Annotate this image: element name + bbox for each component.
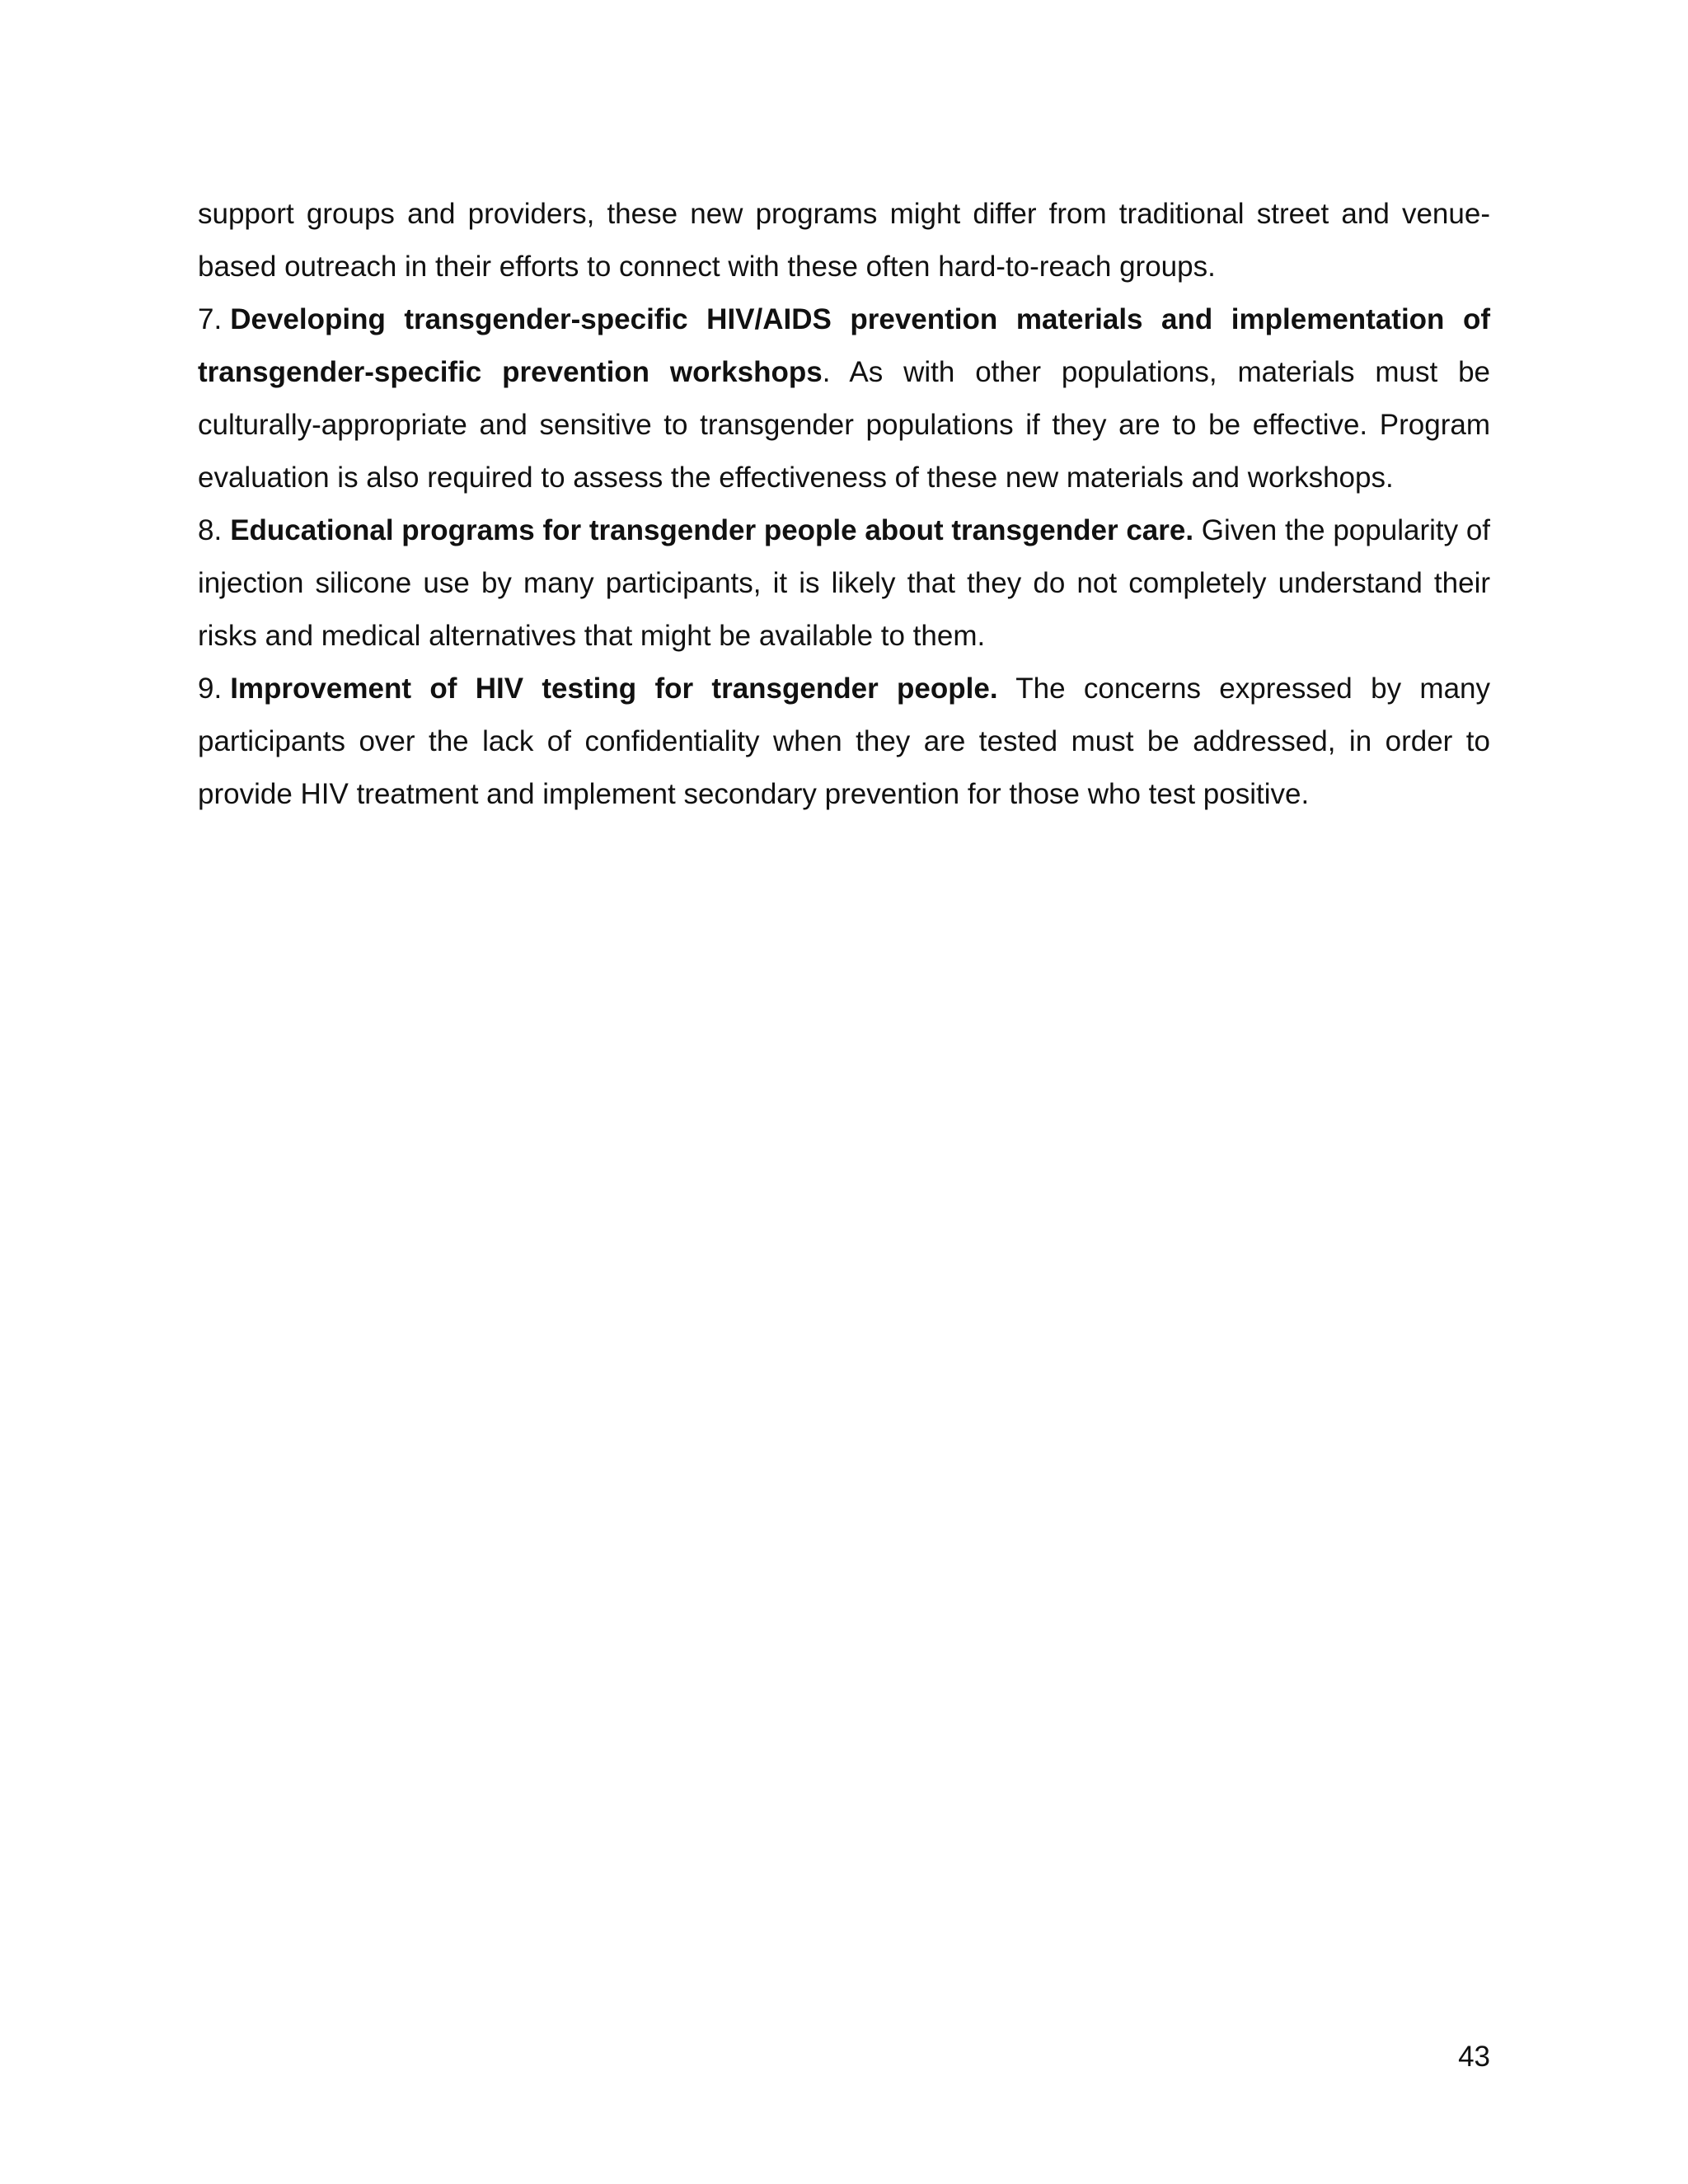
- list-item-number: 8.: [198, 514, 223, 546]
- list-item-number: 9.: [198, 673, 223, 705]
- list-item-title: Developing transgender-specific HIV/AIDS prevention materials and implementation of transgender-specific prevention workshops: [198, 303, 1490, 388]
- body-text: [198, 188, 1490, 821]
- list-item-title: Improvement of HIV testing for transgender people.: [230, 673, 998, 705]
- list-item-title: Educational programs for transgender people about transgender care.: [230, 514, 1194, 546]
- continuation-paragraph: support groups and providers, these new programs might differ from traditional street and venue-based outreach in their efforts to connect with these often hard-to-reach groups.: [198, 198, 1490, 283]
- page-number: 43: [1458, 2041, 1490, 2073]
- list-item: [198, 504, 1490, 663]
- list-item-body: The concerns expressed by many participants over the lack of confidentiality when they are tested must be addressed, in order to provide HIV treatment and implement secondary prevention for those who test positive.: [198, 673, 1491, 810]
- list-item-number: 7.: [198, 303, 223, 335]
- list-item: [198, 663, 1490, 821]
- list-item-title-suffix: .: [822, 356, 831, 388]
- list-item-body: As with other populations, materials must be culturally-appropriate and sensitive to transgender populations if they are to be effective. Program evaluation is also required to assess the effectiveness of these new materials and workshops.: [198, 356, 1490, 494]
- list-item-body: Given the popularity of injection silicone use by many participants, it is likely that they do not completely understand their risks and medical alternatives that might be available to them.: [198, 514, 1491, 652]
- list-item: [198, 293, 1490, 504]
